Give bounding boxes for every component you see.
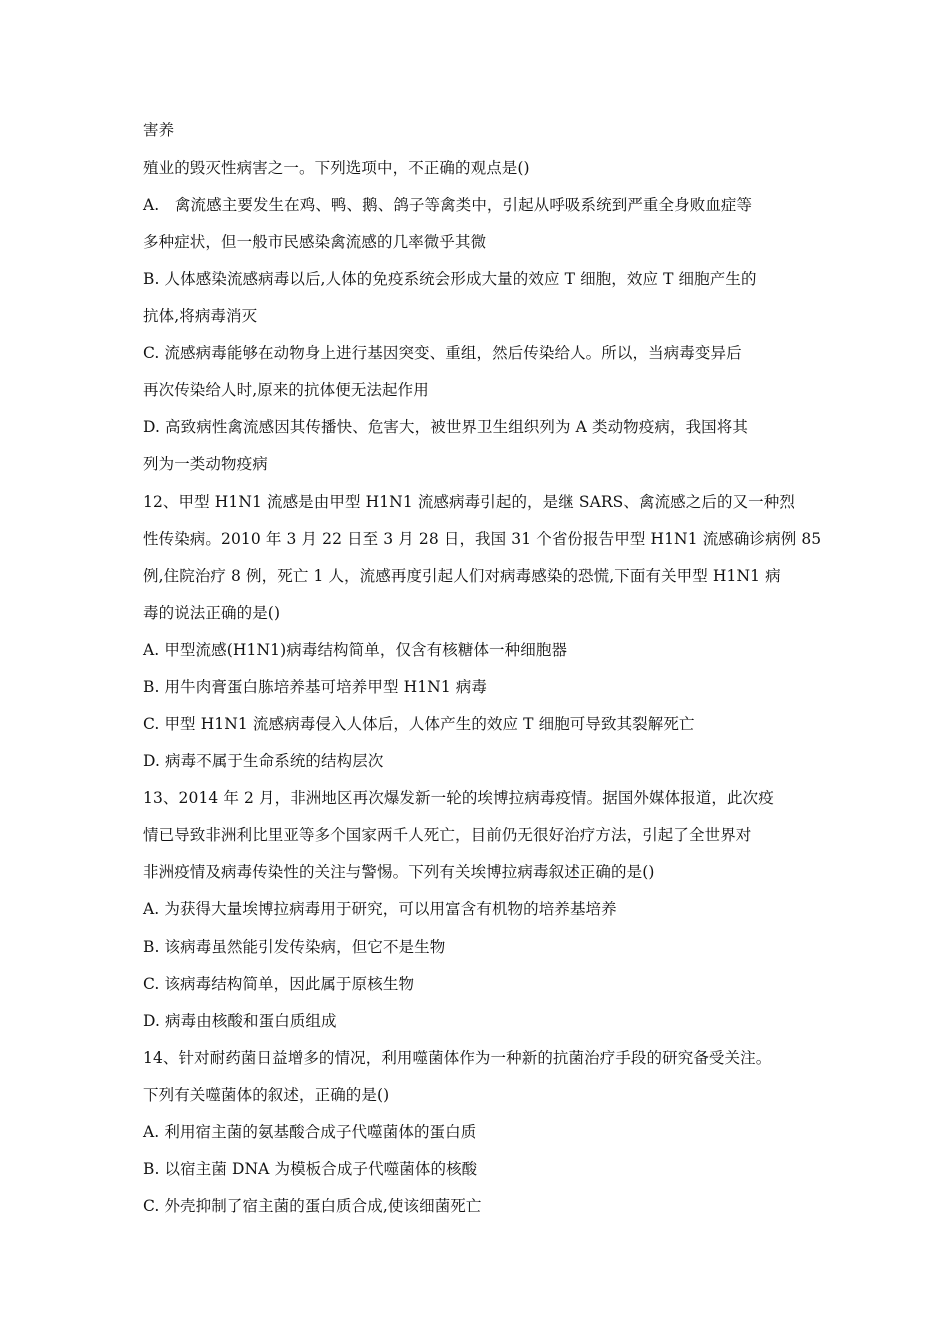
text-line: 多种症状，但一般市民感染禽流感的几率微乎其微 xyxy=(143,233,487,251)
text-line: 性传染病。2010 年 3 月 22 日至 3 月 28 日，我国 31 个省份报告甲型 H1N1 流感确诊病例 85 xyxy=(143,530,822,548)
option-d: D. 病毒由核酸和蛋白质组成 xyxy=(143,1012,337,1030)
option-b: B. 以宿主菌 DNA 为模板合成子代噬菌体的核酸 xyxy=(143,1160,478,1178)
option-b: B. 人体感染流感病毒以后,人体的免疫系统会形成大量的效应 T 细胞，效应 T 细胞产生的 xyxy=(143,270,757,288)
option-c: C. 外壳抑制了宿主菌的蛋白质合成,使该细菌死亡 xyxy=(143,1197,482,1215)
text-line: 例,住院治疗 8 例，死亡 1 人，流感再度引起人们对病毒感染的恐慌,下面有关甲型 H1N1 病 xyxy=(143,567,781,585)
text-line: 抗体,将病毒消灭 xyxy=(143,307,258,325)
option-a: A. 甲型流感(H1N1)病毒结构简单，仅含有核糖体一种细胞器 xyxy=(143,641,568,659)
text-line: 情已导致非洲利比里亚等多个国家两千人死亡，目前仍无很好治疗方法，引起了全世界对 xyxy=(143,826,752,844)
option-a: A. 为获得大量埃博拉病毒用于研究，可以用富含有机物的培养基培养 xyxy=(143,900,617,918)
option-c: C. 甲型 H1N1 流感病毒侵入人体后，人体产生的效应 T 细胞可导致其裂解死亡 xyxy=(143,715,695,733)
text-line: 害养 xyxy=(143,121,175,139)
question-12: 12、甲型 H1N1 流感是由甲型 H1N1 流感病毒引起的，是继 SARS、禽流感之后的又一种烈 xyxy=(143,493,795,511)
option-c: C. 该病毒结构简单，因此属于原核生物 xyxy=(143,975,415,993)
option-b: B. 该病毒虽然能引发传染病，但它不是生物 xyxy=(143,938,446,956)
option-a: A. 利用宿主菌的氨基酸合成子代噬菌体的蛋白质 xyxy=(143,1123,477,1141)
option-b: B. 用牛肉膏蛋白胨培养基可培养甲型 H1N1 病毒 xyxy=(143,678,488,696)
option-a: A. 禽流感主要发生在鸡、鸭、鹅、鸽子等禽类中，引起从呼吸系统到严重全身败血症等 xyxy=(143,196,753,214)
question-14: 14、针对耐药菌日益增多的情况，利用噬菌体作为一种新的抗菌治疗手段的研究备受关注。 xyxy=(143,1049,772,1067)
text-line: 殖业的毁灭性病害之一。下列选项中，不正确的观点是() xyxy=(143,159,530,177)
text-line: 再次传染给人时,原来的抗体便无法起作用 xyxy=(143,381,429,399)
text-line: 非洲疫情及病毒传染性的关注与警惕。下列有关埃博拉病毒叙述正确的是() xyxy=(143,863,655,881)
question-13: 13、2014 年 2 月，非洲地区再次爆发新一轮的埃博拉病毒疫情。据国外媒体报道，此次疫 xyxy=(143,789,774,807)
option-c: C. 流感病毒能够在动物身上进行基因突变、重组，然后传染给人。所以，当病毒变异后 xyxy=(143,344,742,362)
option-d: D. 高致病性禽流感因其传播快、危害大，被世界卫生组织列为 A 类动物疫病，我国将其 xyxy=(143,418,748,436)
text-line: 下列有关噬菌体的叙述，正确的是() xyxy=(143,1086,390,1104)
option-d: D. 病毒不属于生命系统的结构层次 xyxy=(143,752,384,770)
text-line: 列为一类动物疫病 xyxy=(143,455,268,473)
text-line: 毒的说法正确的是() xyxy=(143,604,281,622)
